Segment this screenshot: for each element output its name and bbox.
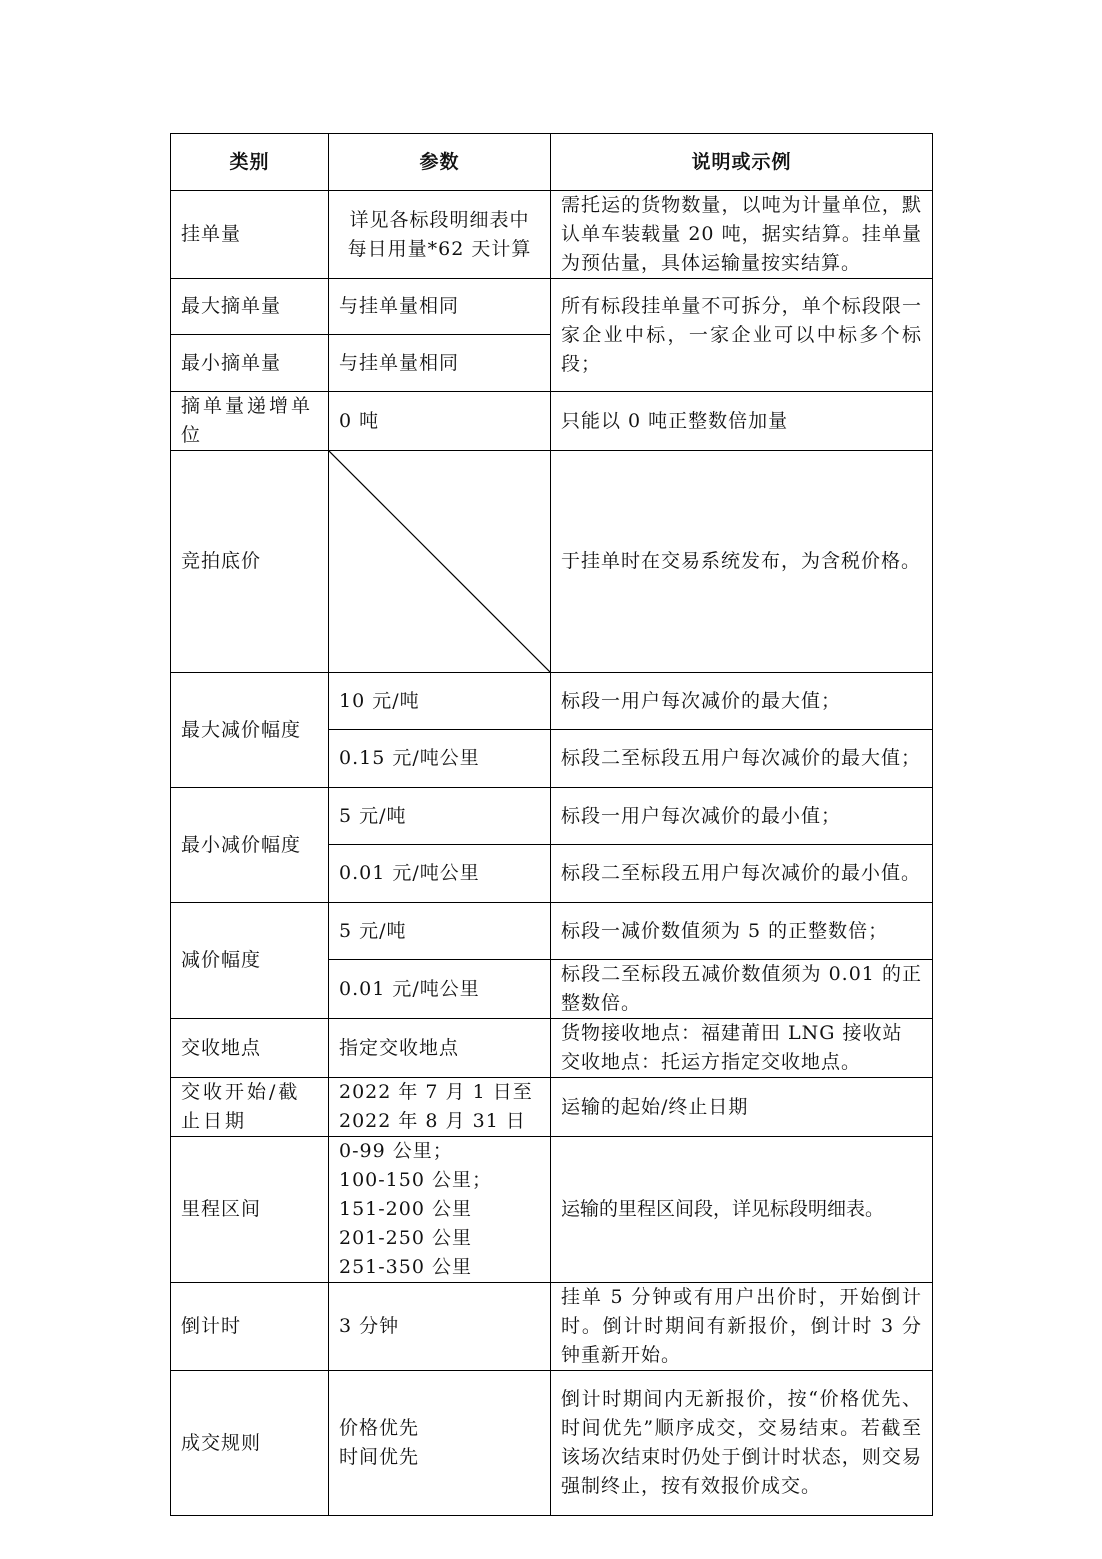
parameter-line: 每日用量*62 天计算 bbox=[347, 237, 532, 260]
description-cell: 挂单 5 分钟或有用户出价时，开始倒计时。倒计时期间有新报价，倒计时 3 分钟重新开始。 bbox=[551, 1283, 933, 1371]
table-row bbox=[171, 451, 933, 673]
table-row bbox=[171, 903, 933, 960]
parameter-cell: 0.01 元/吨公里 bbox=[329, 960, 551, 1019]
description-cell: 运输的里程区间段，详见标段明细表。 bbox=[551, 1137, 933, 1283]
category-cell: 成交规则 bbox=[171, 1371, 329, 1516]
parameter-cell: 0.01 元/吨公里 bbox=[329, 845, 551, 903]
description-cell: 标段二至标段五减价数值须为 0.01 的正整数倍。 bbox=[551, 960, 933, 1019]
category-cell: 挂单量 bbox=[171, 191, 329, 279]
description-cell: 标段一用户每次减价的最大值； bbox=[551, 673, 933, 730]
table-row bbox=[171, 788, 933, 845]
parameter-cell: 3 分钟 bbox=[329, 1283, 551, 1371]
parameter-cell: 与挂单量相同 bbox=[329, 279, 551, 335]
category-cell: 交收开始/截止日期 bbox=[171, 1078, 329, 1137]
table-row bbox=[171, 392, 933, 451]
category-cell: 竞拍底价 bbox=[171, 451, 329, 673]
table-row bbox=[171, 191, 933, 279]
category-cell: 倒计时 bbox=[171, 1283, 329, 1371]
table-row bbox=[171, 1283, 933, 1371]
parameter-line: 时间优先 bbox=[339, 1446, 420, 1468]
parameter-cell bbox=[329, 1137, 551, 1283]
parameter-line: 151-200 公里 bbox=[339, 1198, 472, 1220]
category-cell: 最小减价幅度 bbox=[171, 788, 329, 903]
auction-parameter-table bbox=[170, 133, 933, 1516]
parameter-line: 100-150 公里； bbox=[339, 1169, 492, 1191]
parameter-cell bbox=[329, 1371, 551, 1516]
parameter-cell bbox=[329, 1078, 551, 1137]
category-cell: 减价幅度 bbox=[171, 903, 329, 1019]
description-cell: 标段一用户每次减价的最小值； bbox=[551, 788, 933, 845]
category-cell: 最大摘单量 bbox=[171, 279, 329, 335]
description-line: 交收地点：托运方指定交收地点。 bbox=[561, 1051, 862, 1073]
parameter-cell: 与挂单量相同 bbox=[329, 335, 551, 392]
description-cell: 运输的起始/终止日期 bbox=[551, 1078, 933, 1137]
header-description: 说明或示例 bbox=[551, 134, 933, 191]
description-cell: 于挂单时在交易系统发布，为含税价格。 bbox=[551, 451, 933, 673]
description-cell: 标段一减价数值须为 5 的正整数倍； bbox=[551, 903, 933, 960]
description-cell: 需托运的货物数量，以吨为计量单位，默认单车装载量 20 吨，据实结算。挂单量为预估量，具体运输量按实结算。 bbox=[551, 191, 933, 279]
parameter-cell: 指定交收地点 bbox=[329, 1019, 551, 1078]
parameter-cell: 0 吨 bbox=[329, 392, 551, 451]
parameter-cell: 5 元/吨 bbox=[329, 788, 551, 845]
description-cell: 标段二至标段五用户每次减价的最小值。 bbox=[551, 845, 933, 903]
parameter-cell: 10 元/吨 bbox=[329, 673, 551, 730]
category-cell: 交收地点 bbox=[171, 1019, 329, 1078]
parameter-line: 2022 年 8 月 31 日 bbox=[339, 1110, 526, 1132]
header-row bbox=[171, 134, 933, 191]
parameter-line: 2022 年 7 月 1 日至 bbox=[339, 1081, 533, 1103]
table-row bbox=[171, 1078, 933, 1137]
header-parameter: 参数 bbox=[329, 134, 551, 191]
parameter-line: 201-250 公里 bbox=[339, 1227, 472, 1249]
table-row bbox=[171, 1019, 933, 1078]
table-row bbox=[171, 1137, 933, 1283]
parameter-line: 价格优先 bbox=[339, 1417, 420, 1439]
description-cell: 只能以 0 吨正整数倍加量 bbox=[551, 392, 933, 451]
table-row bbox=[171, 1371, 933, 1516]
description-cell: 倒计时期间内无新报价，按“价格优先、时间优先”顺序成交，交易结束。若截至该场次结束时仍处于倒计时状态，则交易强制终止，按有效报价成交。 bbox=[551, 1371, 933, 1516]
category-cell: 摘单量递增单位 bbox=[171, 392, 329, 451]
table-row bbox=[171, 673, 933, 730]
parameter-line: 251-350 公里 bbox=[339, 1256, 472, 1278]
parameter-cell: 5 元/吨 bbox=[329, 903, 551, 960]
parameter-cell: 0.15 元/吨公里 bbox=[329, 730, 551, 788]
description-cell bbox=[551, 1019, 933, 1078]
parameter-cell bbox=[329, 191, 551, 279]
category-cell: 最小摘单量 bbox=[171, 335, 329, 392]
table-row bbox=[171, 279, 933, 335]
empty-diagonal-cell bbox=[329, 451, 551, 673]
parameter-line: 详见各标段明细表中 bbox=[349, 208, 530, 231]
category-cell: 里程区间 bbox=[171, 1137, 329, 1283]
header-category: 类别 bbox=[171, 134, 329, 191]
parameter-line: 0-99 公里； bbox=[339, 1140, 453, 1162]
diagonal-line bbox=[329, 451, 550, 672]
description-cell: 标段二至标段五用户每次减价的最大值； bbox=[551, 730, 933, 788]
description-line: 货物接收地点：福建莆田 LNG 接收站 bbox=[561, 1022, 903, 1044]
category-cell: 最大减价幅度 bbox=[171, 673, 329, 788]
description-cell: 所有标段挂单量不可拆分，单个标段限一家企业中标，一家企业可以中标多个标段； bbox=[551, 279, 933, 392]
